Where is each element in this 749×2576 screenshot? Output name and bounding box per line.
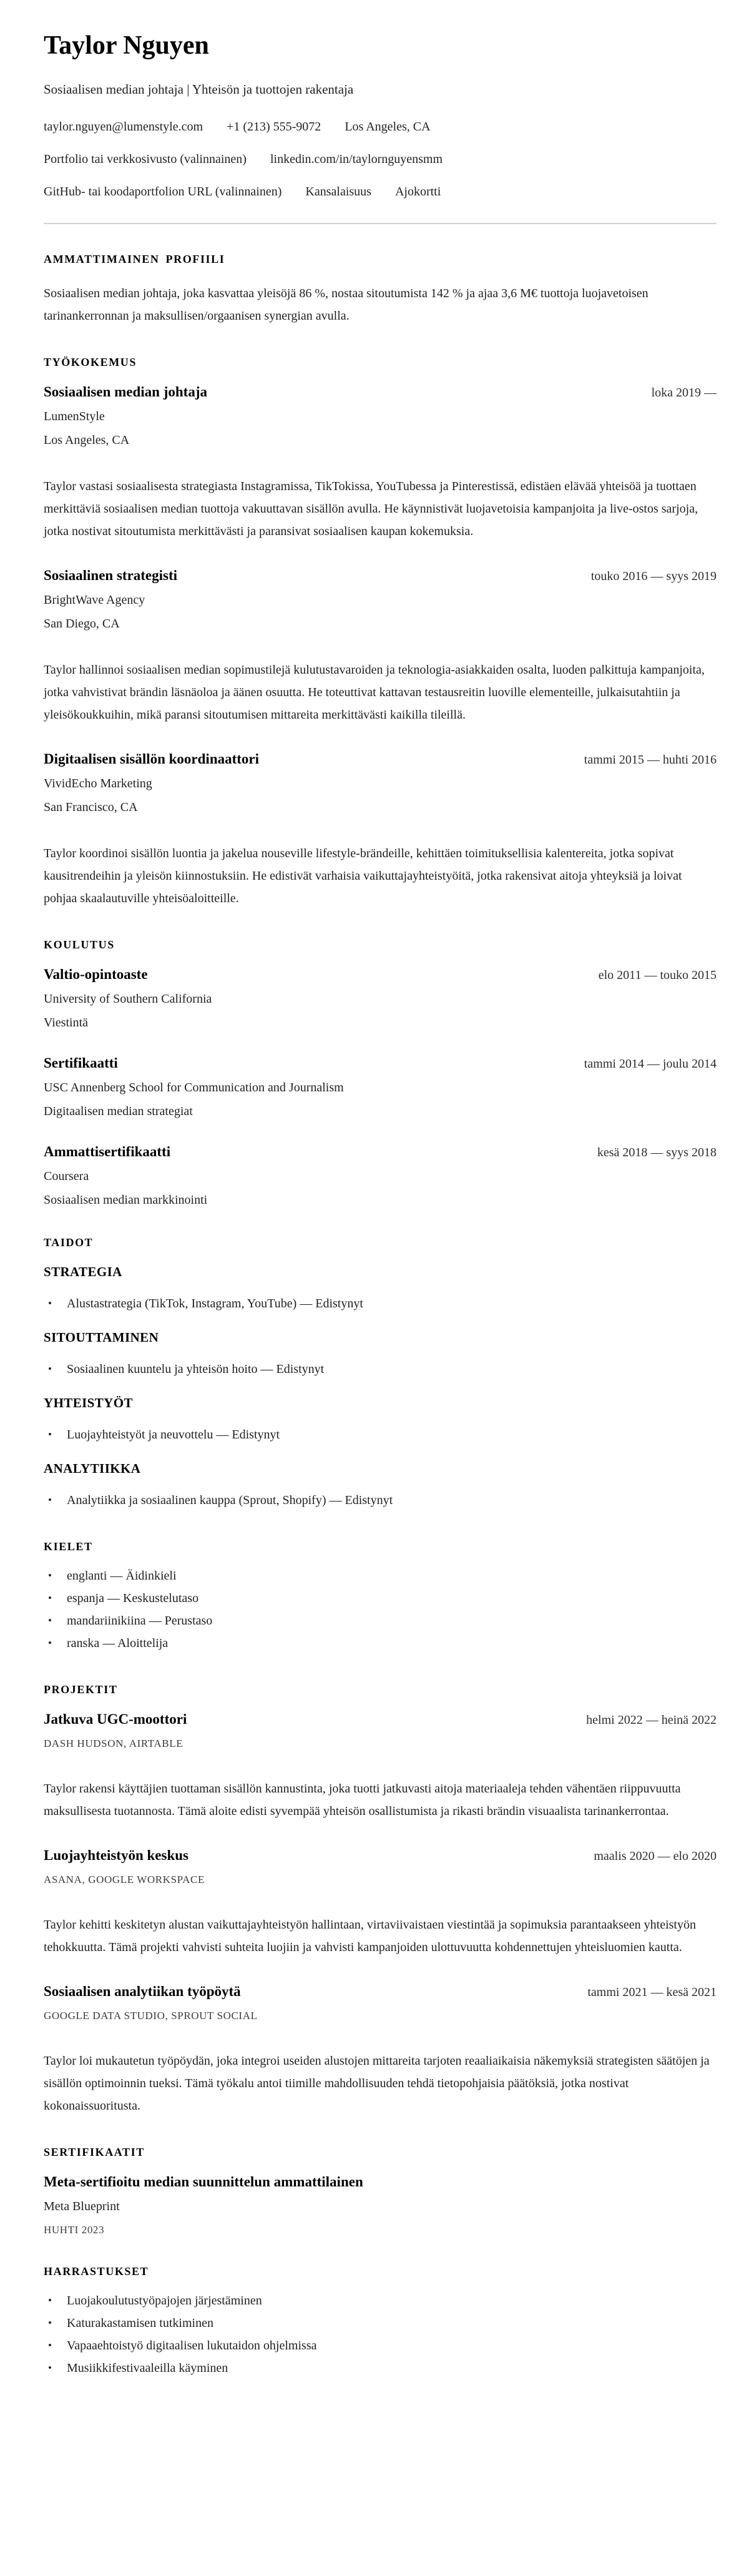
resume-header: [44, 31, 717, 224]
project-title-row: [44, 1847, 717, 1864]
education-entry: [44, 1144, 717, 1207]
section-education: [44, 938, 717, 1207]
projects-heading: PROJEKTIT: [44, 1683, 118, 1696]
project-title-row: [44, 1711, 717, 1728]
job-title-row: [44, 384, 717, 400]
contact-portfolio: Portfolio tai verkkosivusto (valinnainen): [44, 152, 247, 167]
job-title: Digitaalisen sisällön koordinaattori: [44, 751, 260, 767]
education-degree: Valtio-opintoaste: [44, 966, 148, 983]
skill-category: ANALYTIIKKA: [44, 1461, 141, 1477]
section-certifications: [44, 2146, 717, 2236]
hobby-item: • Vapaaehtoistyö digitaalisen lukutaidon ohjelmissa: [44, 2334, 717, 2357]
education-degree: Ammattisertifikaatti: [44, 1144, 171, 1160]
contact-row-1: [44, 120, 717, 134]
project-entry: [44, 1984, 717, 2117]
job-description: Taylor koordinoi sisällön luontia ja jakelua nouseville lifestyle-brändeille, kehittäen toimituksellisia kalentereita, jotka sopivat kausitrendeihin ja yleisön kiinnostuksiin. He edistivät varhaisia vaikuttajayhteistyöitä, jotka rakensivat aitoja yhteyksiä ja loivat pohjaa skaalautuville yhteisöaloitteille.: [44, 847, 682, 906]
project-description: Taylor rakensi käyttäjien tuottaman sisällön kannustinta, joka tuotti jatkuvasti aitoja materiaaleja tehden vähentäen riippuvuutta maksullisesta tuotannosta. Tämä aloite edisti syvempää yhteisön osallistumista ja rikasti brändin visuaalista tarinankerrontaa.: [44, 1782, 681, 1819]
education-title-row: [44, 1055, 717, 1071]
education-entry: [44, 1055, 717, 1119]
education-title-row: [44, 1144, 717, 1160]
certification-title-row: [44, 2174, 717, 2190]
languages-heading: KIELET: [44, 1540, 93, 1553]
project-dates: helmi 2022 — heinä 2022: [586, 1713, 717, 1728]
skills-heading: TAIDOT: [44, 1236, 94, 1249]
certification-title: Meta-sertifioitu median suunnittelun ammattilainen: [44, 2174, 363, 2190]
education-title-row: [44, 966, 717, 983]
skill-category: STRATEGIA: [44, 1264, 122, 1280]
project-entry: [44, 1847, 717, 1959]
skill-category: SITOUTTAMINEN: [44, 1330, 159, 1345]
experience-heading: TYÖKOKEMUS: [44, 356, 137, 369]
profile-heading: AMMATTIMAINEN PROFIILI: [44, 253, 225, 266]
project-dates: tammi 2021 — kesä 2021: [587, 1985, 717, 2000]
hobby-item: • Katurakastamisen tutkiminen: [44, 2312, 717, 2334]
project-tools: GOOGLE DATA STUDIO, SPROUT SOCIAL: [44, 2010, 258, 2022]
language-item: • mandariinikiina — Perustaso: [44, 1610, 717, 1632]
job-entry: [44, 751, 717, 910]
contact-drivers-license: Ajokortti: [394, 185, 441, 199]
language-item: • englanti — Äidinkieli: [44, 1565, 717, 1587]
job-company: BrightWave Agency: [44, 593, 145, 607]
contact-email: taylor.nguyen@lumenstyle.com: [44, 120, 203, 134]
contact-linkedin: linkedin.com/in/taylornguyensmm: [270, 152, 443, 167]
language-list: [44, 1565, 717, 1654]
job-title: Sosiaalinen strategisti: [44, 568, 178, 584]
section-hobbies: [44, 2265, 717, 2379]
education-field: Viestintä: [44, 1016, 89, 1030]
education-dates: elo 2011 — touko 2015: [598, 968, 717, 983]
job-title-row: [44, 751, 717, 767]
project-title: Luojayhteistyön keskus: [44, 1847, 188, 1864]
project-description: Taylor kehitti keskitetyn alustan vaikuttajayhteistyön hallintaan, virtaviivaistaen viestintää ja sopimuksia parantaakseen yhteistyön tehokkuutta. Tämä projekti vahvisti suhteita luojiin ja vahvisti kampanjoiden ulottuvuutta kohdennettujen yhteisluomien kautta.: [44, 1918, 696, 1955]
skill-item: • Analytiikka ja sosiaalinen kauppa (Sprout, Shopify) — Edistynyt: [44, 1489, 717, 1512]
header-divider: [44, 223, 717, 224]
job-title: Sosiaalisen median johtaja: [44, 384, 207, 400]
project-title-row: [44, 1984, 717, 2000]
contact-row-2: [44, 152, 717, 167]
education-school: Coursera: [44, 1169, 89, 1184]
job-company: VividEcho Marketing: [44, 777, 152, 791]
project-tools: DASH HUDSON, AIRTABLE: [44, 1738, 184, 1750]
job-title-row: [44, 568, 717, 584]
skill-item: • Alustastrategia (TikTok, Instagram, YouTube) — Edistynyt: [44, 1292, 717, 1315]
certification-date: HUHTI 2023: [44, 2224, 105, 2236]
section-profile: [44, 253, 717, 327]
skill-category: YHTEISTYÖT: [44, 1395, 133, 1411]
project-title: Sosiaalisen analytiikan työpöytä: [44, 1984, 241, 2000]
section-languages: [44, 1540, 717, 1654]
project-title: Jatkuva UGC-moottori: [44, 1711, 187, 1728]
contact-row-3: [44, 185, 717, 199]
section-projects: [44, 1683, 717, 2117]
contact-phone: +1 (213) 555-9072: [227, 120, 321, 134]
education-field: Digitaalisen median strategiat: [44, 1104, 193, 1119]
language-item: • ranska — Aloittelija: [44, 1632, 717, 1654]
education-entry: [44, 966, 717, 1030]
job-dates: loka 2019 —: [651, 386, 717, 400]
job-location: San Diego, CA: [44, 617, 120, 631]
certification-issuer: Meta Blueprint: [44, 2200, 120, 2214]
education-dates: tammi 2014 — joulu 2014: [584, 1057, 717, 1071]
job-location: Los Angeles, CA: [44, 433, 130, 448]
contact-location: Los Angeles, CA: [345, 120, 431, 134]
candidate-headline: Sosiaalisen median johtaja | Yhteisön ja tuottojen rakentaja: [44, 82, 354, 97]
job-dates: tammi 2015 — huhti 2016: [584, 753, 717, 767]
section-experience: [44, 356, 717, 910]
skill-item: • Luojayhteistyöt ja neuvottelu — Edistynyt: [44, 1423, 717, 1446]
project-tools: ASANA, GOOGLE WORKSPACE: [44, 1874, 205, 1886]
job-description: Taylor hallinnoi sosiaalisen median sopimustilejä kulutustavaroiden ja teknologia-asiakkaiden osalta, luoden palkittuja kampanjoita, jotka vahvistivat brändin läsnäoloa ja äänen osuutta. He toteuttivat kattavan testausreitin luoville elementeille, julkaisutahtiin ja yleisökoukkuihin, mikä paransi sitoutumisen mittareita merkittävästi kaikilla tileillä.: [44, 663, 705, 722]
job-entry: [44, 384, 717, 543]
education-dates: kesä 2018 — syys 2018: [597, 1146, 717, 1160]
job-location: San Francisco, CA: [44, 800, 138, 815]
job-description: Taylor vastasi sosiaalisesta strategiasta Instagramissa, TikTokissa, YouTubessa ja Pinterestissä, edistäen elävää yhteisöä ja tuottaen merkittäviä sosiaalisen median tuottoja vakuuttavan sisällön avulla. He käynnistivät luojavetoisia kampanjoita ja live-ostos sarjoja, jotka nostivat sitoutumista merkittävästi ja paransivat sosiaalisen kaupan kokemuksia.: [44, 479, 698, 539]
project-entry: [44, 1711, 717, 1822]
contact-citizenship: Kansalaisuus: [305, 185, 371, 199]
hobby-item: • Musiikkifestivaaleilla käyminen: [44, 2357, 717, 2379]
section-skills: [44, 1236, 717, 1512]
skill-list: [44, 1358, 717, 1380]
hobbies-heading: HARRASTUKSET: [44, 2265, 149, 2278]
skill-list: [44, 1423, 717, 1446]
education-school: USC Annenberg School for Communication and Journalism: [44, 1081, 344, 1095]
education-heading: KOULUTUS: [44, 938, 115, 951]
skill-list: [44, 1489, 717, 1512]
job-dates: touko 2016 — syys 2019: [590, 569, 717, 584]
job-entry: [44, 568, 717, 726]
certifications-heading: SERTIFIKAATIT: [44, 2146, 145, 2159]
skill-list: [44, 1292, 717, 1315]
skill-item: • Sosiaalinen kuuntelu ja yhteisön hoito — Edistynyt: [44, 1358, 717, 1380]
certification-entry: [44, 2174, 717, 2236]
language-item: • espanja — Keskustelutaso: [44, 1587, 717, 1610]
education-degree: Sertifikaatti: [44, 1055, 118, 1071]
candidate-name: Taylor Nguyen: [44, 31, 209, 60]
project-dates: maalis 2020 — elo 2020: [594, 1849, 717, 1864]
education-field: Sosiaalisen median markkinointi: [44, 1193, 208, 1207]
contact-github: GitHub- tai koodaportfolion URL (valinnainen): [44, 185, 282, 199]
hobby-item: • Luojakoulutustyöpajojen järjestäminen: [44, 2289, 717, 2312]
hobby-list: [44, 2289, 717, 2379]
profile-text: Sosiaalisen median johtaja, joka kasvattaa yleisöjä 86 %, nostaa sitoutumista 142 % ja ajaa 3,6 M€ tuottoja luojavetoisen tarinankerronnan ja maksullisen/orgaanisen synergian avulla.: [44, 287, 649, 323]
education-school: University of Southern California: [44, 992, 212, 1006]
job-company: LumenStyle: [44, 410, 105, 424]
project-description: Taylor loi mukautetun työpöydän, joka integroi useiden alustojen mittareita tarjoten reaaliaikaisia näkemyksiä strategisten säätöjen ja sisällön optimoinnin tueksi. Tämä työkalu antoi tiimille mahdollisuuden tehdä tietopohjaisia päätöksiä, jotka nostivat kokonaissuoritusta.: [44, 2054, 710, 2113]
